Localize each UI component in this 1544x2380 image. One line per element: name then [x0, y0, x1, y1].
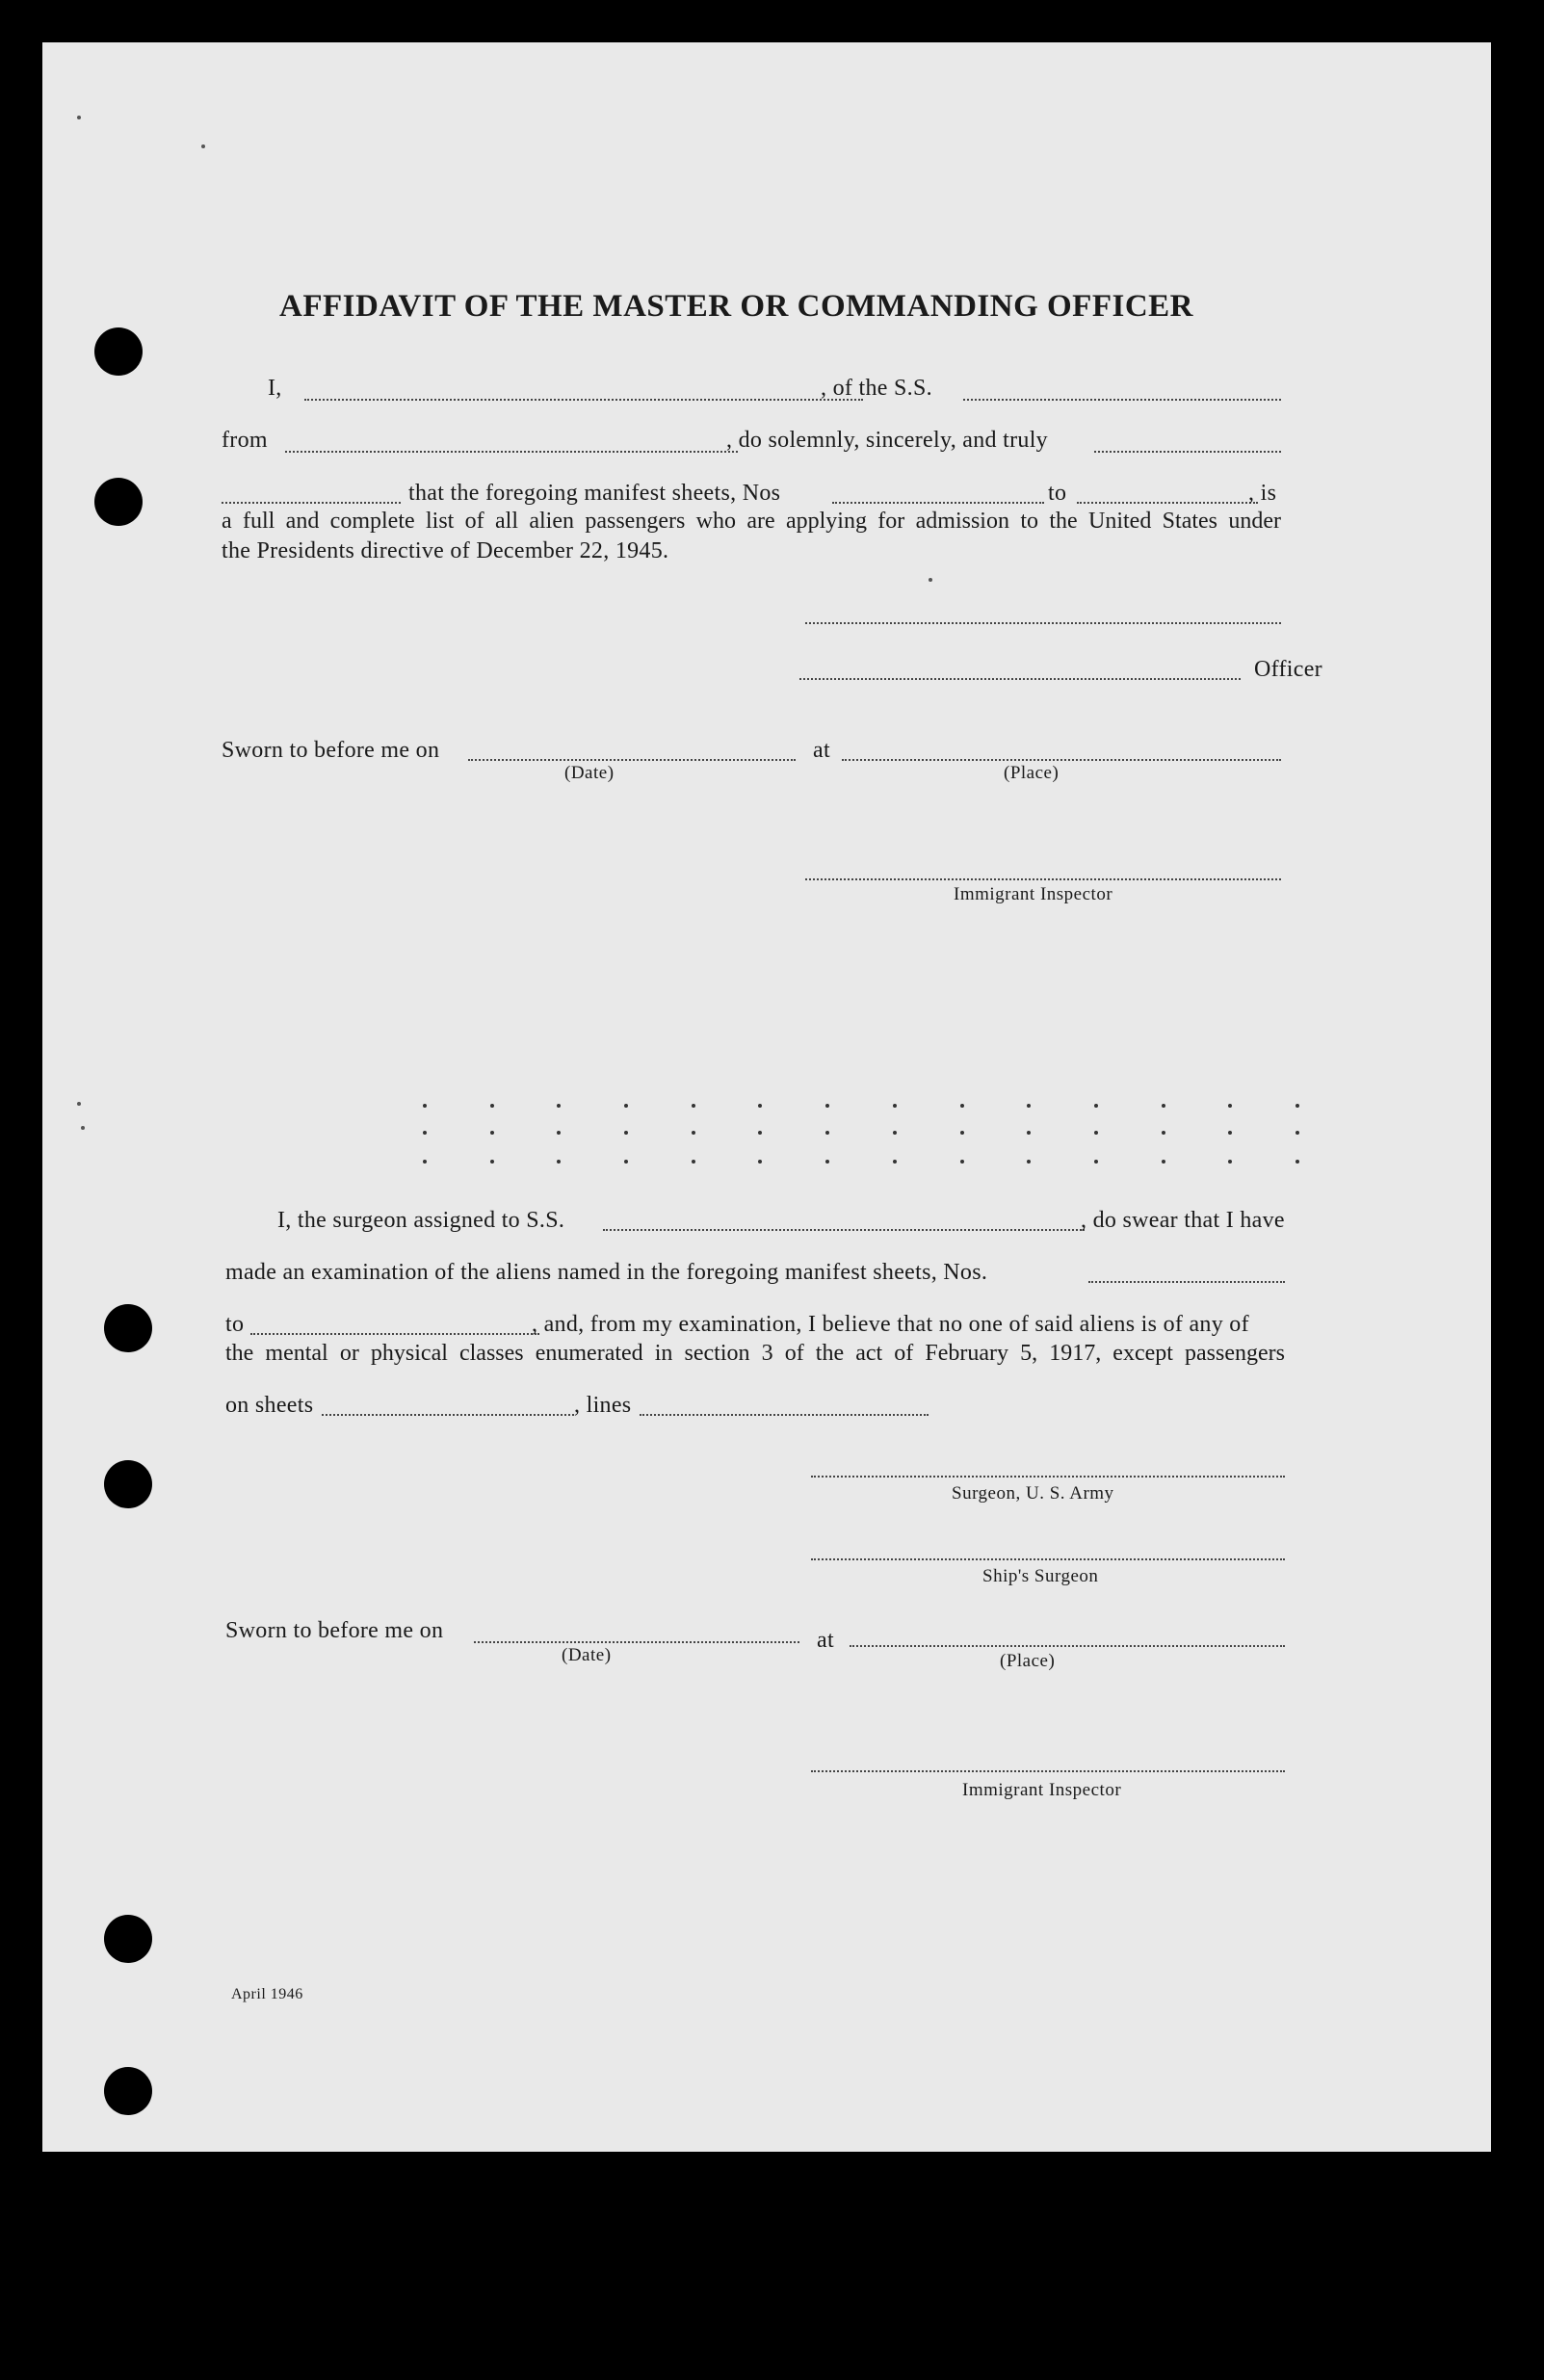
master-oath-cont-field[interactable]	[222, 502, 401, 504]
surgeon-examination-text: made an examination of the aliens named in the foregoing manifest sheets, Nos.	[225, 1260, 988, 1285]
surgeon-sworn-place-field[interactable]	[850, 1645, 1285, 1647]
punch-hole	[104, 1915, 152, 1963]
separator-dots	[423, 1104, 1299, 1108]
paper-speck	[201, 144, 205, 148]
surgeon-lines-field[interactable]	[640, 1414, 929, 1416]
paper-speck	[81, 1126, 85, 1130]
ships-surgeon-signature-field[interactable]	[811, 1558, 1285, 1560]
master-manifest-text: that the foregoing manifest sheets, Nos	[408, 481, 781, 506]
master-signature-field[interactable]	[805, 622, 1281, 624]
master-oath-field[interactable]	[1094, 451, 1281, 453]
surgeon-inspector-signature-field[interactable]	[811, 1770, 1285, 1772]
master-text-line5: the Presidents directive of December 22, 1945.	[222, 538, 669, 563]
paper-speck	[77, 116, 81, 119]
surgeon-sworn-date-field[interactable]	[474, 1641, 799, 1643]
paper-speck	[929, 578, 932, 582]
surgeon-to-label: to	[225, 1312, 245, 1337]
army-surgeon-signature-field[interactable]	[811, 1476, 1285, 1478]
master-name-field[interactable]	[304, 399, 863, 401]
master-from-label: from	[222, 428, 268, 453]
punch-hole	[94, 478, 143, 526]
officer-label: Officer	[1254, 657, 1322, 682]
punch-hole	[104, 1304, 152, 1352]
surgeon-place-caption: (Place)	[1000, 1651, 1056, 1671]
separator-dots	[423, 1131, 1299, 1135]
army-surgeon-label: Surgeon, U. S. Army	[952, 1483, 1114, 1504]
master-sworn-place-field[interactable]	[842, 759, 1281, 761]
master-i-label: I,	[268, 376, 282, 401]
master-inspector-label: Immigrant Inspector	[954, 884, 1113, 904]
master-text-line4: a full and complete list of all alien passengers who are applying for admission to the United States under	[222, 509, 1281, 534]
surgeon-assigned-text: I, the surgeon assigned to S.S.	[277, 1208, 565, 1233]
officer-signature-field[interactable]	[799, 678, 1241, 680]
surgeon-to-field[interactable]	[250, 1333, 539, 1335]
master-to-label: to	[1048, 481, 1067, 506]
surgeon-ship-field[interactable]	[603, 1229, 1085, 1231]
master-nos-from-field[interactable]	[832, 502, 1044, 504]
surgeon-lines-label: , lines	[574, 1393, 632, 1418]
master-place-caption: (Place)	[1004, 763, 1060, 783]
surgeon-sworn-label: Sworn to before me on	[225, 1618, 444, 1643]
surgeon-date-caption: (Date)	[562, 1645, 612, 1665]
punch-hole	[104, 2067, 152, 2115]
separator-dots	[423, 1160, 1299, 1164]
master-sworn-date-field[interactable]	[468, 759, 796, 761]
master-date-caption: (Date)	[564, 763, 615, 783]
form-date-footer: April 1946	[231, 1986, 303, 2002]
surgeon-sheets-field[interactable]	[322, 1414, 574, 1416]
form-sheet	[42, 42, 1491, 2152]
surgeon-sheets-label: on sheets	[225, 1393, 314, 1418]
master-from-field[interactable]	[285, 451, 738, 453]
ships-surgeon-label: Ship's Surgeon	[982, 1566, 1099, 1586]
master-inspector-signature-field[interactable]	[805, 878, 1281, 880]
paper-speck	[77, 1102, 81, 1106]
master-sworn-label: Sworn to before me on	[222, 738, 440, 763]
surgeon-swear-text: , do swear that I have	[1081, 1208, 1285, 1233]
surgeon-nos-field[interactable]	[1088, 1281, 1285, 1283]
surgeon-inspector-label: Immigrant Inspector	[962, 1780, 1122, 1800]
punch-hole	[104, 1460, 152, 1508]
master-solemnly-text: , do solemnly, sincerely, and truly	[726, 428, 1048, 453]
surgeon-classes-text: the mental or physical classes enumerated in section 3 of the act of February 5, 1917, except passengers	[225, 1341, 1285, 1366]
master-ss-label: , of the S.S.	[821, 376, 932, 401]
master-is-label: , is	[1248, 481, 1277, 506]
master-ship-field[interactable]	[963, 399, 1281, 401]
page-title: AFFIDAVIT OF THE MASTER OR COMMANDING OFFICER	[279, 289, 1193, 324]
surgeon-belief-text: , and, from my examination, I believe that no one of said aliens is of any of	[532, 1312, 1249, 1337]
surgeon-at-label: at	[817, 1628, 834, 1653]
master-nos-to-field[interactable]	[1077, 502, 1258, 504]
punch-hole	[94, 327, 143, 376]
master-at-label: at	[813, 738, 830, 763]
